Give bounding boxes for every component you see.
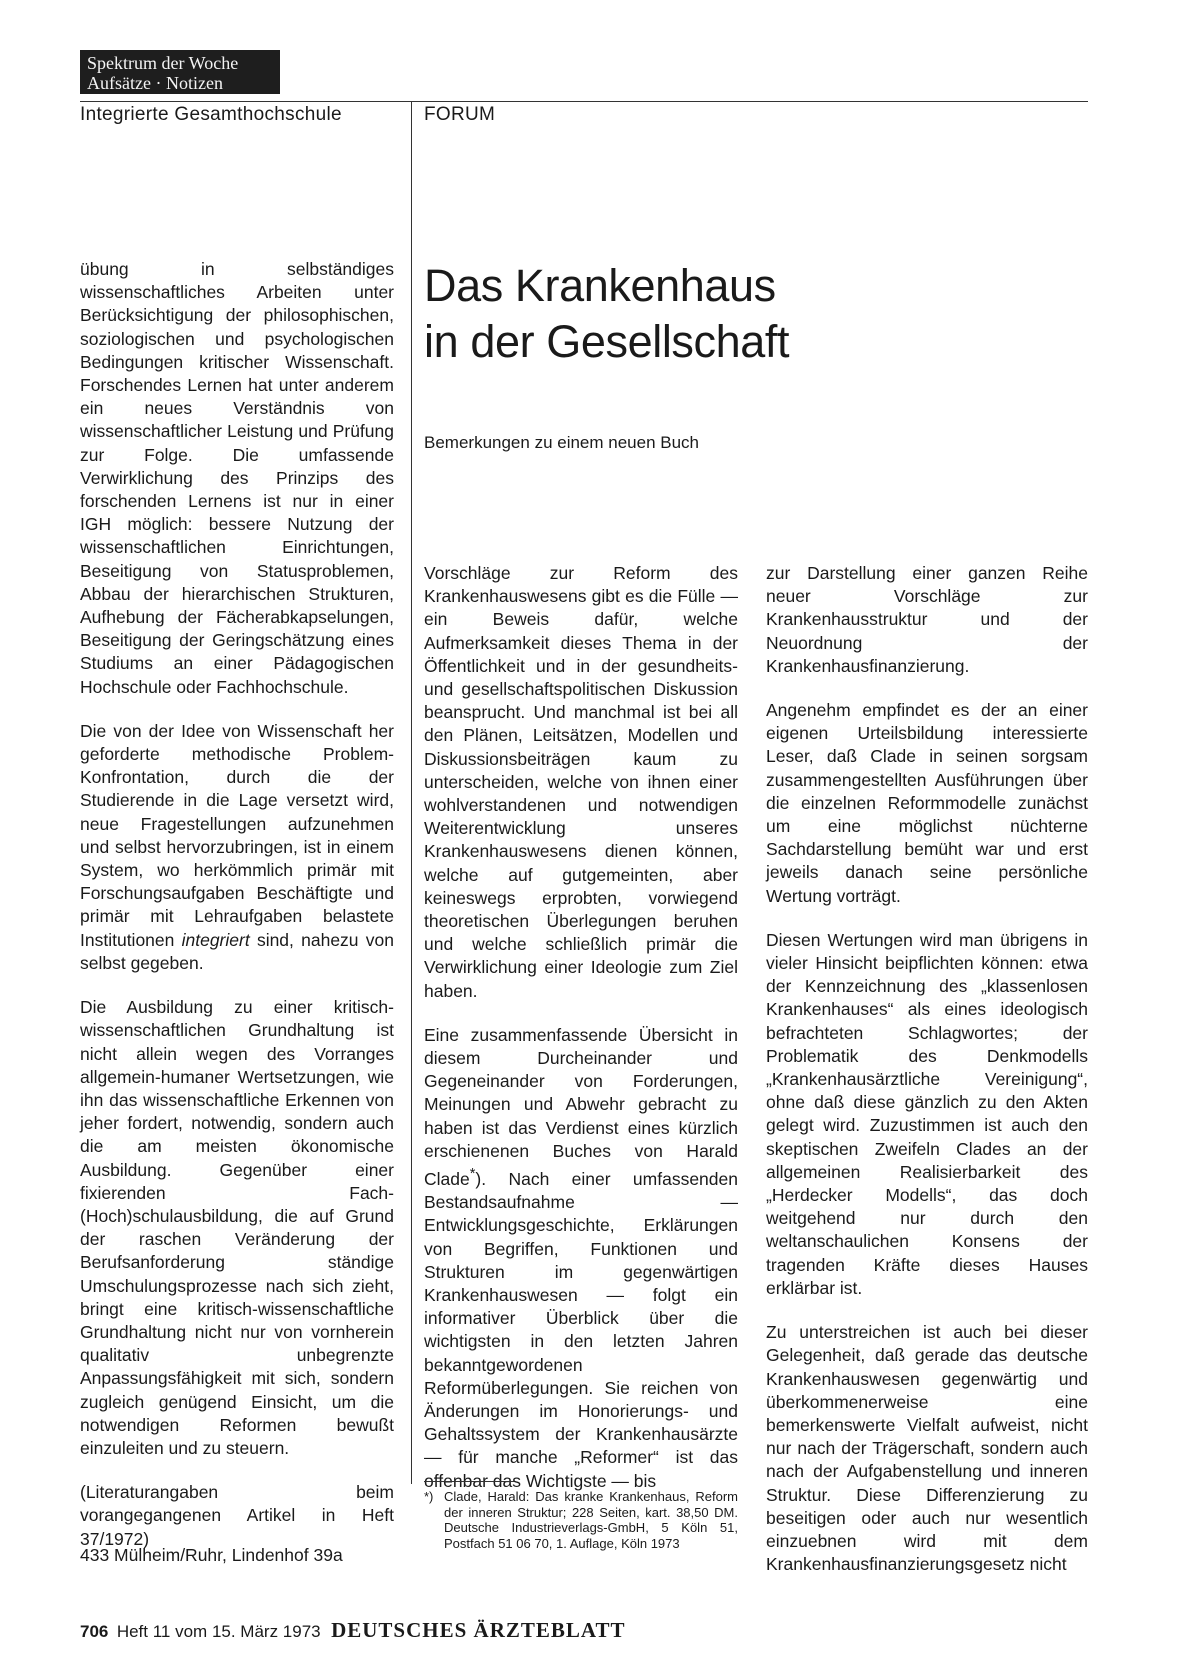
left-paragraph-2-part-b: sind, nahezu von selbst gegeben. [80,929,394,973]
footnote-mark: *) [424,1489,434,1504]
left-paragraph-1: übung in selbständiges wissenschaftliches Arbeiten unter Berücksichtigung der philosophischen, soziologischen und psychologischen Bedingungen kritischer Wissenschaft. Forschendes Lernen hat unter anderem ein neues Verständnis von wissenschaftlicher Leistung und Prüfung zur Folge. Die umfassende Verwirklichung des Prinzips des forschenden Lernens ist nur in einer IGH möglich: bessere Nutzung der wissenschaftlichen Einrichtungen, Beseitigung von Statusproblemen, Abbau der hierarchischen Strukturen, Aufhebung der Fächerabkapselungen, Beseitigung der Geringschätzung eines Studiums an einer Pädagogischen Hochschule oder Fachhochschule. [80,259,394,697]
issue-line: Heft 11 vom 15. März 1973 [116,1622,321,1641]
article-title-line1: Das Krankenhaus [424,260,776,311]
middle-paragraph-2-part-a: Eine zusammenfassende Übersicht in diesem Durcheinander und Gegeneinander von Forderungen, Meinungen und Abwehr gebracht zu haben ist das Verdienst eines kürzlich erschienenen Buches von Harald Clade [424,1024,738,1189]
section-badge-line1: Spektrum der Woche [87,53,239,73]
right-paragraph-4: Zu unterstreichen ist auch bei dieser Gelegenheit, daß gerade das deutsche Krankenhauswesen gegenwärtig und überkommenerweise eine bemerkenswerte Vielfalt aufweist, nicht nur nach der Trägerschaft, sondern auch nach der Aufgabenstellung und inneren Struktur. Diese Differenzierung zu beseitigen oder auch nur wesentlich einzuebnen wird mit dem Krankenhausfinanzierungsgesetz nicht [766,1322,1088,1575]
middle-paragraph-2-part-b: ). Nach einer umfassenden Bestandsaufnahme — Entwicklungsgeschichte, Erklärungen von Begriffen, Funktionen und Strukturen im gegenwärtigen Krankenhauswesen — folgt ein informativer Überblick über die wichtigsten in den letzten Jahren bekanntgewordenen Reformüberlegungen. Sie reichen von Änderungen im Honorierungs- und Gehaltssystem der Krankenhausärzte — für manche „Reformer“ ist das offenbar das Wichtigste — bis [424,1168,738,1491]
right-paragraph-2: Angenehm empfindet es der an einer eigenen Urteilsbildung interessierte Leser, daß Clade in seinen sorgsam zusammengestellten Ausführungen über die einzelnen Reformmodelle zunächst um eine möglichst nüchterne Sachdarstellung bemüht war und erst jeweils danach seine persönliche Wertung vorträgt. [766,700,1088,906]
footnote-text: Clade, Harald: Das kranke Krankenhaus, Reform der inneren Struktur; 228 Seiten, kart. 38,50 DM. Deutsche Industrieverlags-GmbH, 5 Köln 51, Postfach 51 06 70, 1. Auflage, Köln 1973 [444,1489,738,1551]
footnote [424,1489,738,1551]
left-paragraph-3: Die Ausbildung zu einer kritisch-wissenschaftlichen Grundhaltung ist nicht allein wegen des Vorranges allgemein-humaner Wertsetzungen, wie ihn das wissenschaftliche Erkennen von jeher fordert, notwendig, sondern auch die am meisten ökonomische Ausbildung. Gegenüber einer fixierenden Fach-(Hoch)schulausbildung, die auf Grund der raschen Veränderung der Berufsanforderung ständige Umschulungsprozesse nach sich zieht, bringt eine kritisch-wissenschaftliche Grundhaltung nicht nur von vornherein qualitativ unbegrenzte Anpassungsfähigkeit mit sich, sondern zugleich genügend Einsicht, um die notwendigen Reformen bewußt einzuleiten und zu steuern. [80,997,394,1458]
left-paragraph-2 [80,720,394,975]
left-paragraph-2-part-a: Die von der Idee von Wissenschaft her geforderte methodische Problem-Konfrontation, durch die der Studierende in die Lage versetzt wird, neue Fragestellungen aufzunehmen und selbst hervorzubringen, ist in einem System, wo herkömmlich primär mit Forschungsaufgaben Beschäftigte und primär mit Lehraufgaben belastete Institutionen [80,720,394,950]
article-title-line2: in der Gesellschaft [424,316,790,367]
section-badge [80,50,280,94]
page-number: 706 [80,1622,109,1641]
section-badge-line2: Aufsätze · Notizen [87,73,223,93]
running-head-right: FORUM [424,104,496,125]
left-paragraph-4: (Literaturangaben beim vorangegangenen Artikel in Heft 37/1972) [80,1482,394,1549]
right-column [766,562,1088,1597]
left-column [80,258,394,1572]
article-subtitle: Bemerkungen zu einem neuen Buch [424,433,700,452]
article-title [424,258,1064,370]
journal-name: DEUTSCHES ÄRZTEBLATT [331,1618,626,1642]
footnote-rule [424,1481,514,1482]
middle-paragraph-2 [424,1024,738,1493]
middle-paragraph-1: Vorschläge zur Reform des Krankenhauswesens gibt es die Fülle — ein Beweis dafür, welche Aufmerksamkeit dieses Thema in der Öffentlichkeit und in der gesundheits- und gesellschaftspolitischen Diskussion beansprucht. Und manchmal ist bei all den Plänen, Leitsätzen, Modellen und Diskussionsbeiträgen kaum zu unterscheiden, welche von ihnen einer wohlverstandenen und notwendigen Weiterentwicklung unseres Krankenhauswesens dienen können, welche auf gutgemeinten, aber keineswegs erprobten, vorwiegend theoretischen Überlegungen beruhen und welche schließlich primär die Verwirklichung einer Ideologie zum Ziel haben. [424,563,738,1001]
running-head-left: Integrierte Gesamthochschule [80,104,342,125]
footnote-reference: * [469,1166,476,1183]
right-paragraph-1: zur Darstellung einer ganzen Reihe neuer Vorschläge zur Krankenhausstruktur und der Neuordnung der Krankenhausfinanzierung. [766,563,1088,676]
middle-column [424,562,738,1514]
right-paragraph-3: Diesen Wertungen wird man übrigens in vieler Hinsicht beipflichten können: etwa der Kennzeichnung des „klassenlosen Krankenhauses“ als eines ideologisch befrachteten Schlagwortes; der Problematik des Denkmodells „Krankenhausärztliche Vereinigung“, ohne daß diese gänzlich zu den Akten gelegt wird. Zuzustimmen ist auch den skeptischen Zweifeln Clades an der allgemeinen Realisierbarkeit des „Herdecker Modells“, das doch weitgehend nur durch den weltanschaulichen Konsens der tragenden Kräfte dieses Hauses erklärbar ist. [766,929,1088,1298]
author-address: 433 Mülheim/Ruhr, Lindenhof 39a [80,1545,343,1565]
column-divider [411,101,412,1484]
emphasis-integriert: integriert [181,929,250,950]
header-rule [80,101,1088,102]
page-footer [80,1618,626,1643]
